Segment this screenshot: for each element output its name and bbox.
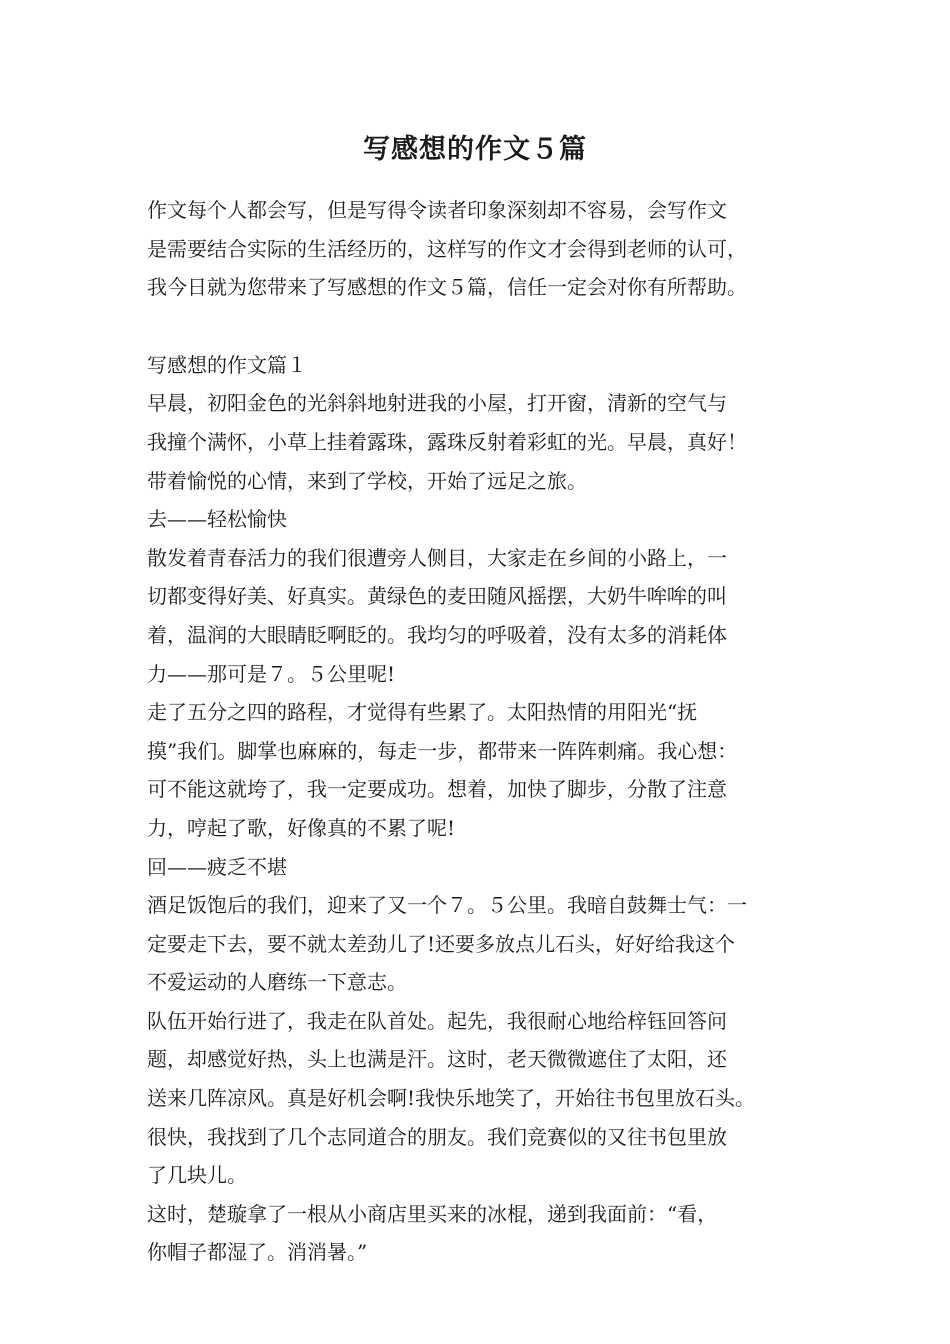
text-line: 了几块儿。	[147, 1163, 247, 1188]
text-line: 力——那可是７。５公里呢!	[147, 661, 396, 686]
text-line: 切都变得好美、好真实。黄绿色的麦田随风摇摆，大奶牛哞哞的叫	[147, 584, 727, 609]
page-title: 写感想的作文５篇	[363, 134, 587, 165]
intro-line: 作文每个人都会写，但是写得令读者印象深刻却不容易，会写作文	[147, 198, 727, 222]
text-line: 酒足饭饱后的我们，迎来了又一个７。５公里。我暗自鼓舞士气：一	[147, 893, 747, 918]
subheading: 回——疲乏不堪	[147, 854, 287, 879]
text-line: 我撞个满怀，小草上挂着露珠，露珠反射着彩虹的光。早晨，真好！	[147, 429, 747, 454]
text-line: 很快，我找到了几个志同道合的朋友。我们竞赛似的又往书包里放	[147, 1124, 727, 1149]
text-line: 走了五分之四的路程，才觉得有些累了。太阳热情的用阳光“抚	[147, 700, 698, 725]
text-line: 队伍开始行进了，我走在队首处。起先，我很耐心地给梓钰回答问	[147, 1008, 727, 1033]
text-line: 早晨，初阳金色的光斜斜地射进我的小屋，打开窗，清新的空气与	[147, 391, 727, 416]
text-line: 送来几阵凉风。真是好机会啊!我快乐地笑了，开始往书包里放石头。	[147, 1086, 756, 1111]
text-line: 题，却感觉好热，头上也满是汗。这时，老天微微遮住了太阳，还	[147, 1047, 727, 1072]
document-body	[147, 191, 812, 1272]
subheading: 去——轻松愉快	[147, 507, 287, 532]
text-line: 定要走下去，要不就太差劲儿了!还要多放点儿石头，好好给我这个	[147, 931, 736, 956]
text-line: 散发着青春活力的我们很遭旁人侧目，大家走在乡间的小路上，一	[147, 545, 727, 570]
section-heading: 写感想的作文篇１	[147, 352, 307, 377]
text-line: 带着愉悦的心情，来到了学校，开始了远足之旅。	[147, 468, 587, 493]
text-line: 着，温润的大眼睛眨啊眨的。我均匀的呼吸着，没有太多的消耗体	[147, 622, 727, 647]
text-line: 你帽子都湿了。消消暑。”	[147, 1240, 368, 1265]
text-line: 这时，楚璇拿了一根从小商店里买来的冰棍，递到我面前：“看，	[147, 1201, 718, 1226]
text-line: 不爱运动的人磨练一下意志。	[147, 970, 407, 995]
paragraph-gap	[147, 307, 812, 346]
text-line: 摸”我们。脚掌也麻麻的，每走一步，都带来一阵阵刺痛。我心想：	[147, 738, 738, 763]
intro-line: 是需要结合实际的生活经历的，这样写的作文才会得到老师的认可，	[147, 236, 747, 261]
intro-line: 我今日就为您带来了写感想的作文５篇，信任一定会对你有所帮助。	[147, 275, 747, 300]
text-line: 力，哼起了歌，好像真的不累了呢!	[147, 815, 456, 840]
text-line: 可不能这就垮了，我一定要成功。想着，加快了脚步，分散了注意	[147, 777, 727, 802]
